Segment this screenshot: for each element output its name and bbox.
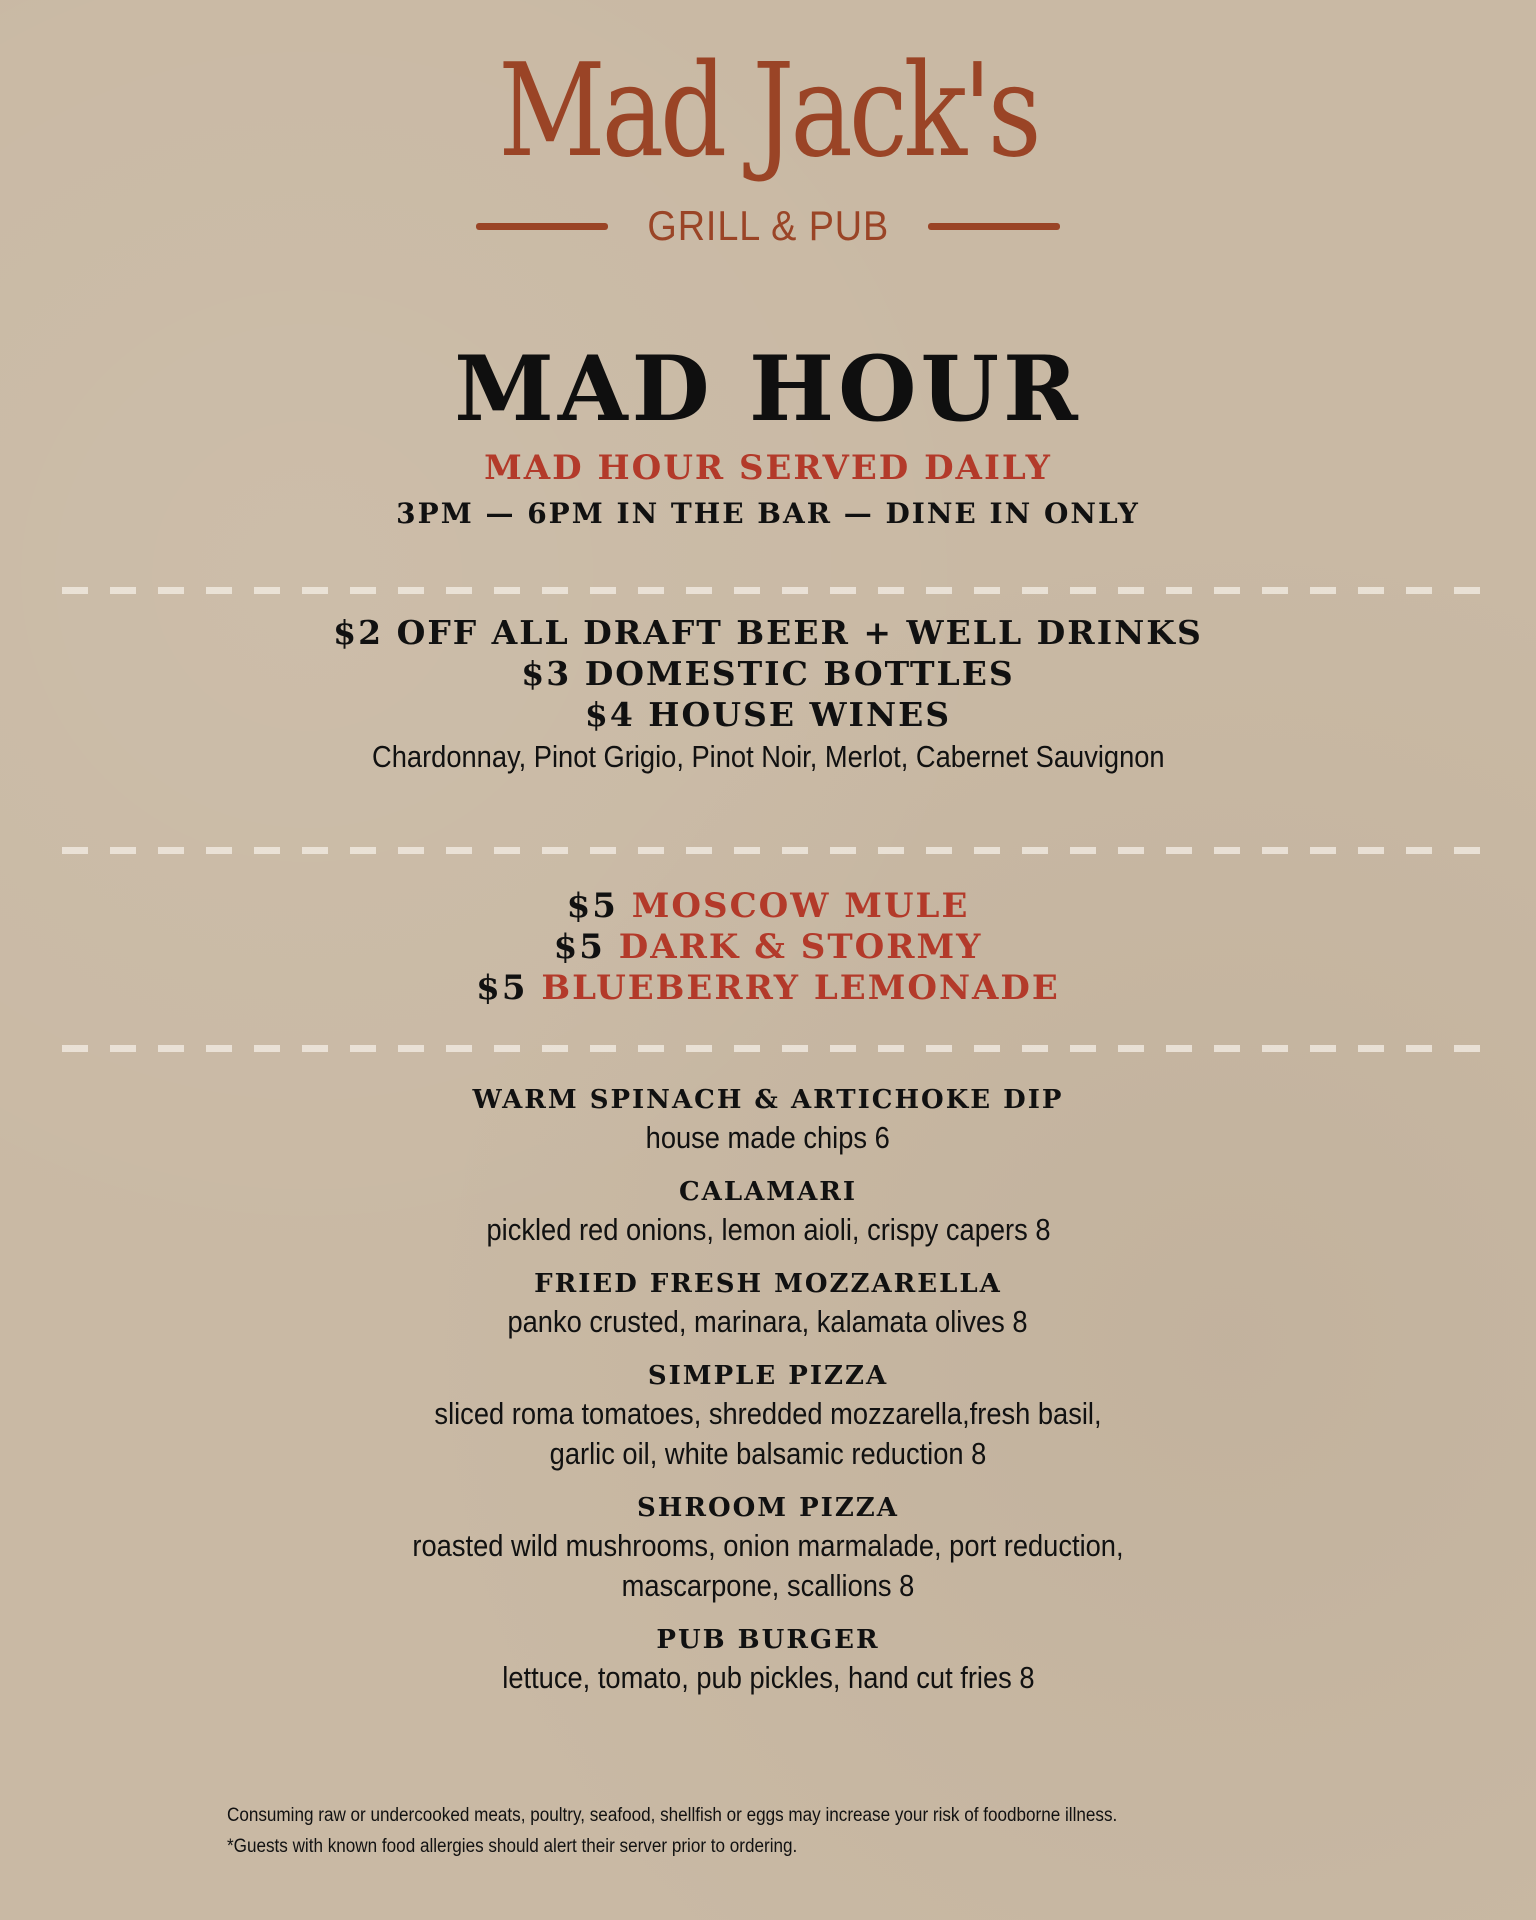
food-name: FRIED FRESH MOZZARELLA xyxy=(534,1269,1002,1299)
page-title: MAD HOUR xyxy=(454,336,1082,442)
food-name: PUB BURGER xyxy=(656,1625,880,1655)
deal-draft-beer: $2 OFF ALL DRAFT BEER + WELL DRINKS xyxy=(333,613,1203,652)
food-description: roasted wild mushrooms, onion marmalade, port reduction, mascarpone, scallions 8 xyxy=(412,1528,1124,1603)
food-item xyxy=(0,1266,1536,1342)
food-description: house made chips 6 xyxy=(645,1120,891,1155)
logo-name: Mad Jack's xyxy=(498,37,1038,186)
food-description: lettuce, tomato, pub pickles, hand cut fries 8 xyxy=(501,1660,1035,1695)
cocktails-section xyxy=(0,886,1536,1009)
logo-left-rule xyxy=(476,223,608,230)
deal-domestic-bottles: $3 DOMESTIC BOTTLES xyxy=(521,654,1015,693)
food-item xyxy=(0,1082,1536,1158)
drink-deals-section xyxy=(0,612,1536,779)
food-item xyxy=(0,1358,1536,1474)
cocktail-name: MOSCOW MULE xyxy=(631,886,970,926)
disclaimer xyxy=(227,1800,1307,1862)
cocktail-item xyxy=(0,968,1536,1009)
dashed-divider xyxy=(62,587,1480,594)
served-daily-text: MAD HOUR SERVED DAILY xyxy=(484,448,1052,488)
food-item xyxy=(0,1490,1536,1606)
hours-text: 3PM — 6PM IN THE BAR — DINE IN ONLY xyxy=(396,497,1140,530)
logo xyxy=(0,37,1536,250)
disclaimer-line: *Guests with known food allergies should alert their server prior to ordering. xyxy=(227,1836,798,1857)
food-item xyxy=(0,1174,1536,1250)
dashed-divider xyxy=(62,1045,1480,1052)
dashed-divider xyxy=(62,847,1480,854)
food-section xyxy=(0,1082,1536,1714)
cocktail-name: BLUEBERRY LEMONADE xyxy=(541,968,1060,1008)
food-description: pickled red onions, lemon aioli, crispy capers 8 xyxy=(485,1212,1051,1247)
cocktail-name: DARK & STORMY xyxy=(618,927,983,967)
cocktail-price: $5 xyxy=(476,968,528,1008)
logo-subtitle: GRILL & PUB xyxy=(647,202,889,249)
food-name: SIMPLE PIZZA xyxy=(647,1361,889,1391)
cocktail-item xyxy=(0,886,1536,927)
cocktail-item xyxy=(0,927,1536,968)
wine-list: Chardonnay, Pinot Grigio, Pinot Noir, Merlot, Cabernet Sauvignon xyxy=(371,739,1165,774)
deal-house-wines: $4 HOUSE WINES xyxy=(584,695,952,734)
cocktail-price: $5 xyxy=(553,927,605,967)
logo-right-rule xyxy=(928,223,1060,230)
logo-subtitle-row xyxy=(0,202,1536,250)
food-name: SHROOM PIZZA xyxy=(637,1493,899,1523)
food-description: sliced roma tomatoes, shredded mozzarella,fresh basil, garlic oil, white balsamic reduction 8 xyxy=(434,1396,1102,1471)
disclaimer-line: Consuming raw or undercooked meats, poultry, seafood, shellfish or eggs may increase your risk of foodborne illness. xyxy=(227,1805,1118,1826)
cocktail-price: $5 xyxy=(566,886,618,926)
food-description: panko crusted, marinara, kalamata olives 8 xyxy=(507,1304,1029,1339)
food-name: WARM SPINACH & ARTICHOKE DIP xyxy=(472,1085,1064,1115)
food-name: CALAMARI xyxy=(678,1177,858,1207)
food-item xyxy=(0,1622,1536,1698)
